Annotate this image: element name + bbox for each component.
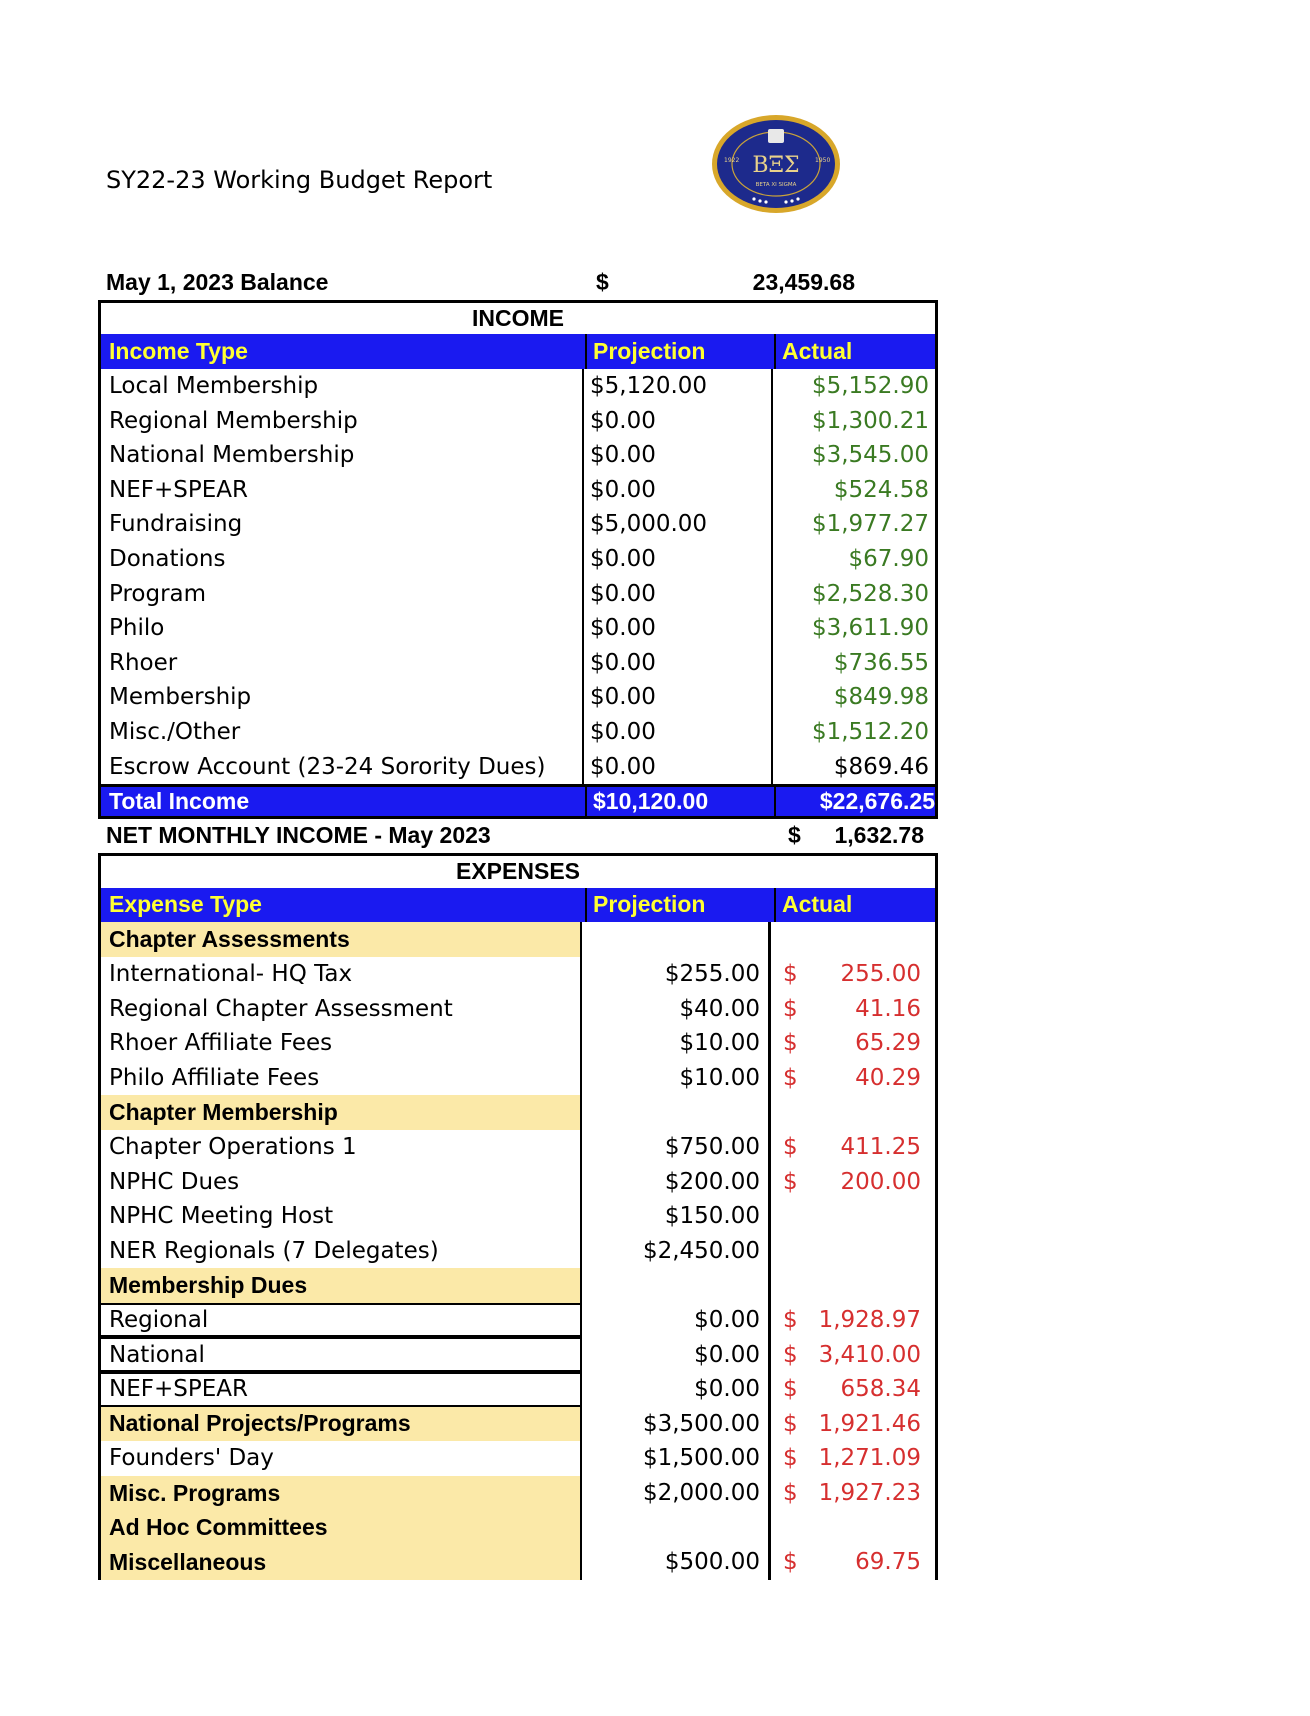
expense-actual: 1,928.97 <box>818 1307 921 1334</box>
balance-row <box>98 265 938 300</box>
income-type: Escrow Account (23-24 Sorority Dues) <box>98 749 582 784</box>
expense-actual: 3,410.00 <box>818 1341 921 1368</box>
expense-type: Miscellaneous <box>98 1545 582 1580</box>
income-actual: $1,300.21 <box>771 403 938 438</box>
net-income-currency: $ <box>788 822 801 849</box>
net-income-amount: 1,632.78 <box>834 822 924 849</box>
income-actual: $869.46 <box>771 749 938 784</box>
income-row <box>98 473 938 508</box>
expense-actual-cell <box>771 1303 938 1338</box>
expense-projection: $255.00 <box>582 957 771 992</box>
expense-actual-currency: $ <box>783 1376 798 1403</box>
income-projection: $5,000.00 <box>582 507 771 542</box>
expense-actual-cell <box>771 1407 938 1442</box>
expense-actual: 41.16 <box>855 995 921 1022</box>
income-type: Philo <box>98 611 582 646</box>
expense-row <box>98 1026 938 1061</box>
income-type: Local Membership <box>98 369 582 404</box>
expense-projection: $1,500.00 <box>582 1441 771 1476</box>
income-projection: $0.00 <box>582 749 771 784</box>
expense-type: International- HQ Tax <box>98 957 582 992</box>
expense-actual-cell <box>771 1234 938 1269</box>
expenses-section-title: EXPENSES <box>98 853 938 888</box>
income-projection: $0.00 <box>582 438 771 473</box>
expense-row <box>98 1441 938 1476</box>
expense-type: NPHC Meeting Host <box>98 1199 582 1234</box>
income-projection: $0.00 <box>582 403 771 438</box>
income-row <box>98 369 938 404</box>
income-row <box>98 507 938 542</box>
expense-type: National <box>98 1337 582 1372</box>
net-income-row <box>98 819 938 854</box>
net-income-label: NET MONTHLY INCOME - May 2023 <box>106 822 491 849</box>
income-actual: $736.55 <box>771 646 938 681</box>
income-actual: $67.90 <box>771 542 938 577</box>
income-row <box>98 403 938 438</box>
expense-projection: $200.00 <box>582 1164 771 1199</box>
expense-category-row <box>98 1545 938 1580</box>
expense-type-header: Expense Type <box>109 891 262 918</box>
expense-projection: $10.00 <box>582 1026 771 1061</box>
expense-actual-currency: $ <box>783 1030 798 1057</box>
income-type: Program <box>98 576 582 611</box>
expense-actual: 255.00 <box>840 961 921 988</box>
expense-actual-cell <box>771 1095 938 1130</box>
expense-type: NPHC Dues <box>98 1164 582 1199</box>
income-projection-header: Projection <box>585 334 774 369</box>
expense-projection: $0.00 <box>582 1303 771 1338</box>
expense-row <box>98 991 938 1026</box>
income-type: Fundraising <box>98 507 582 542</box>
expense-actual-currency: $ <box>783 1549 798 1576</box>
expense-actual-currency: $ <box>783 1445 798 1472</box>
expense-type: Misc. Programs <box>98 1476 582 1511</box>
logo-bottom-text: BETA XI SIGMA <box>755 182 797 188</box>
expense-type: Chapter Assessments <box>98 922 582 957</box>
expense-type: Membership Dues <box>98 1268 582 1303</box>
expense-actual-currency: $ <box>783 1410 798 1437</box>
income-projection: $0.00 <box>582 611 771 646</box>
expense-type: Regional <box>98 1303 582 1338</box>
balance-amount: 23,459.68 <box>752 268 855 295</box>
expense-actual-currency: $ <box>783 1480 798 1507</box>
total-income-actual: $22,676.25 <box>774 787 941 816</box>
expense-category-row <box>98 1476 938 1511</box>
expense-projection: $10.00 <box>582 1061 771 1096</box>
expense-type: Philo Affiliate Fees <box>98 1061 582 1096</box>
expense-projection <box>582 1268 771 1303</box>
expense-actual: 69.75 <box>855 1549 921 1576</box>
expense-projection: $2,000.00 <box>582 1476 771 1511</box>
income-row <box>98 646 938 681</box>
expense-rows <box>98 922 938 1579</box>
expense-row <box>98 1337 938 1372</box>
income-row <box>98 611 938 646</box>
income-header-row <box>98 334 938 369</box>
expense-actual-cell <box>771 991 938 1026</box>
expense-category-row <box>98 1510 938 1545</box>
logo-year-left: 1922 <box>724 157 740 164</box>
expense-actual-currency: $ <box>783 1064 798 1091</box>
income-projection: $5,120.00 <box>582 369 771 404</box>
expense-actual-currency: $ <box>783 961 798 988</box>
expense-category-row <box>98 1095 938 1130</box>
expense-actual: 1,927.23 <box>818 1480 921 1507</box>
income-actual-header: Actual <box>774 334 941 369</box>
total-income-row <box>98 784 938 819</box>
total-income-projection: $10,120.00 <box>585 787 774 816</box>
income-type: Regional Membership <box>98 403 582 438</box>
expense-projection <box>582 922 771 957</box>
income-type: Donations <box>98 542 582 577</box>
income-actual: $3,545.00 <box>771 438 938 473</box>
expense-type: Chapter Operations 1 <box>98 1130 582 1165</box>
income-projection: $0.00 <box>582 576 771 611</box>
sorority-logo <box>710 113 842 215</box>
expense-row <box>98 957 938 992</box>
expense-projection: $0.00 <box>582 1372 771 1407</box>
income-section-title: INCOME <box>98 300 938 335</box>
income-rows <box>98 369 938 784</box>
expense-row <box>98 1199 938 1234</box>
expense-type: Regional Chapter Assessment <box>98 991 582 1026</box>
expense-type: National Projects/Programs <box>98 1407 582 1442</box>
logo-year-right: 1950 <box>815 157 831 164</box>
expense-actual-cell <box>771 1441 938 1476</box>
income-projection: $0.00 <box>582 646 771 681</box>
expense-category-row <box>98 1407 938 1442</box>
income-row <box>98 438 938 473</box>
income-actual: $3,611.90 <box>771 611 938 646</box>
expense-actual-cell <box>771 1545 938 1580</box>
expense-type: Founders' Day <box>98 1441 582 1476</box>
expense-row <box>98 1130 938 1165</box>
expense-actual-cell <box>771 922 938 957</box>
expense-projection: $3,500.00 <box>582 1407 771 1442</box>
expense-type: NER Regionals (7 Delegates) <box>98 1234 582 1269</box>
expense-category-row <box>98 1268 938 1303</box>
expense-actual: 65.29 <box>855 1030 921 1057</box>
expense-row <box>98 1303 938 1338</box>
expense-row <box>98 1372 938 1407</box>
expense-actual: 1,271.09 <box>818 1445 921 1472</box>
expense-projection <box>582 1095 771 1130</box>
total-income-label: Total Income <box>109 787 250 814</box>
income-type: NEF+SPEAR <box>98 473 582 508</box>
income-projection: $0.00 <box>582 542 771 577</box>
expense-header-row <box>98 888 938 923</box>
expense-projection: $40.00 <box>582 991 771 1026</box>
income-row <box>98 680 938 715</box>
expense-actual: 1,921.46 <box>818 1410 921 1437</box>
expense-actual: 411.25 <box>840 1134 921 1161</box>
income-type-header: Income Type <box>109 337 248 364</box>
budget-sheet <box>98 265 938 1580</box>
expense-actual-currency: $ <box>783 1307 798 1334</box>
income-actual: $2,528.30 <box>771 576 938 611</box>
expense-actual-cell <box>771 1026 938 1061</box>
expense-actual-currency: $ <box>783 1168 798 1195</box>
expense-row <box>98 1234 938 1269</box>
expense-projection-header: Projection <box>585 888 774 923</box>
expense-actual: 40.29 <box>855 1064 921 1091</box>
expense-actual: 200.00 <box>840 1168 921 1195</box>
expense-type: NEF+SPEAR <box>98 1372 582 1407</box>
expense-actual-currency: $ <box>783 995 798 1022</box>
expense-actual-currency: $ <box>783 1134 798 1161</box>
expense-category-row <box>98 922 938 957</box>
expense-projection <box>582 1510 771 1545</box>
balance-label: May 1, 2023 Balance <box>106 268 329 295</box>
income-row <box>98 749 938 784</box>
income-type: Membership <box>98 680 582 715</box>
expense-actual-cell <box>771 957 938 992</box>
income-actual: $524.58 <box>771 473 938 508</box>
income-projection: $0.00 <box>582 473 771 508</box>
expense-actual-cell <box>771 1510 938 1545</box>
income-actual: $5,152.90 <box>771 369 938 404</box>
income-row <box>98 576 938 611</box>
expense-actual-cell <box>771 1268 938 1303</box>
expense-type: Rhoer Affiliate Fees <box>98 1026 582 1061</box>
expense-actual-cell <box>771 1199 938 1234</box>
expense-projection: $500.00 <box>582 1545 771 1580</box>
expense-projection: $150.00 <box>582 1199 771 1234</box>
expense-actual: 658.34 <box>840 1376 921 1403</box>
report-title: SY22-23 Working Budget Report <box>106 166 493 194</box>
income-row <box>98 542 938 577</box>
income-type: Rhoer <box>98 646 582 681</box>
income-actual: $1,977.27 <box>771 507 938 542</box>
expense-actual-cell <box>771 1372 938 1407</box>
income-actual: $849.98 <box>771 680 938 715</box>
expense-projection: $2,450.00 <box>582 1234 771 1269</box>
expense-actual-header: Actual <box>774 888 941 923</box>
expense-actual-cell <box>771 1164 938 1199</box>
income-row <box>98 715 938 750</box>
expense-type: Chapter Membership <box>98 1095 582 1130</box>
expense-actual-cell <box>771 1476 938 1511</box>
balance-currency: $ <box>596 268 609 295</box>
logo-letters: ΒΞΣ <box>752 153 800 178</box>
expense-type: Ad Hoc Committees <box>98 1510 582 1545</box>
income-projection: $0.00 <box>582 680 771 715</box>
income-type: Misc./Other <box>98 715 582 750</box>
expense-row <box>98 1164 938 1199</box>
expense-projection: $0.00 <box>582 1337 771 1372</box>
income-projection: $0.00 <box>582 715 771 750</box>
income-type: National Membership <box>98 438 582 473</box>
expense-actual-cell <box>771 1061 938 1096</box>
income-actual: $1,512.20 <box>771 715 938 750</box>
expense-actual-cell <box>771 1130 938 1165</box>
expense-actual-cell <box>771 1337 938 1372</box>
expense-row <box>98 1061 938 1096</box>
expense-projection: $750.00 <box>582 1130 771 1165</box>
expense-actual-currency: $ <box>783 1341 798 1368</box>
